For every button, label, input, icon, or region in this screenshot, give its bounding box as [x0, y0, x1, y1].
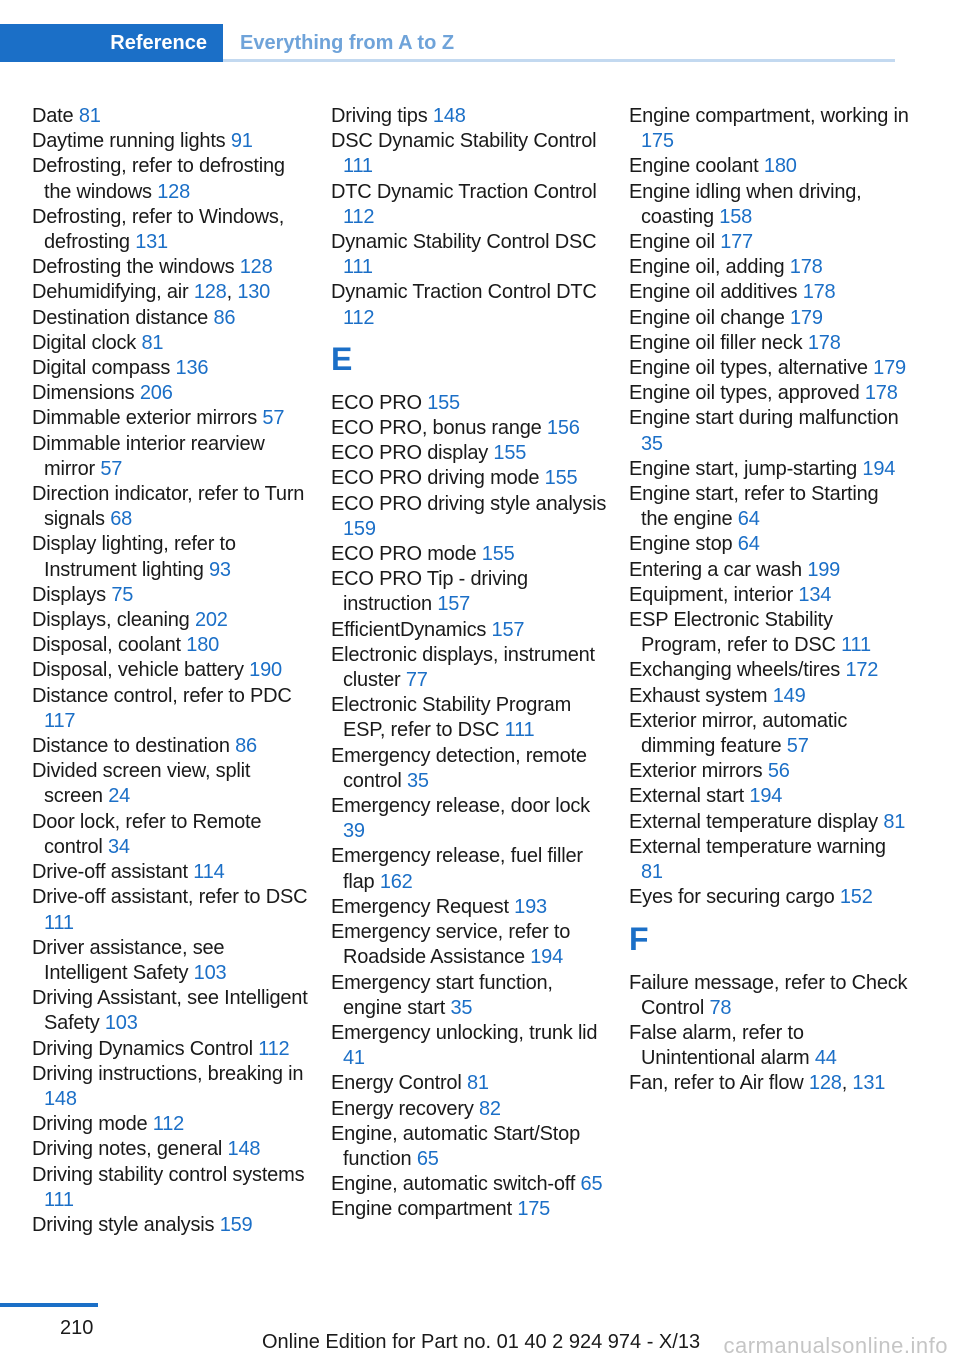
page-reference-link[interactable]: 86: [235, 735, 257, 758]
index-column-3: [629, 104, 909, 1097]
index-entry-term: Engine start, jump-starting: [629, 457, 858, 480]
index-entry-term: Direction indicator, refer to Turn signals: [32, 483, 305, 531]
index-entry: [32, 759, 312, 809]
index-entry-term: Engine oil: [629, 231, 715, 254]
page-reference-link[interactable]: 152: [839, 886, 873, 909]
index-entry: [331, 618, 611, 643]
page-reference-link[interactable]: 128: [239, 256, 273, 279]
index-entry-term: Fan, refer to Air flow: [629, 1072, 804, 1095]
page-reference-link[interactable]: 39: [343, 820, 365, 843]
page-reference-link[interactable]: 180: [186, 634, 220, 657]
page-reference-link[interactable]: 111: [44, 911, 74, 934]
index-entry-term: Exterior mirrors: [629, 760, 763, 783]
index-entry-term: ECO PRO mode: [331, 543, 477, 566]
page-reference-link[interactable]: 148: [432, 105, 466, 127]
index-entry-term: Dynamic Stability Control DSC: [331, 231, 597, 254]
index-entry: [32, 1137, 312, 1162]
index-entry-term: Emergency Request: [331, 895, 509, 918]
index-entry-term: EfficientDynamics: [331, 618, 487, 641]
index-entry-term: Displays: [32, 583, 106, 606]
index-entry: [331, 1172, 611, 1197]
index-entry: [32, 104, 312, 129]
index-entry-term: Divided screen view, split screen: [32, 760, 251, 808]
page-reference-link[interactable]: 68: [110, 508, 133, 531]
page-reference-link[interactable]: 134: [798, 583, 832, 606]
page-reference-link[interactable]: 190: [249, 659, 282, 682]
index-entry: [32, 1213, 312, 1238]
index-entry-term: Eyes for securing cargo: [629, 886, 835, 909]
index-entry: [32, 406, 312, 431]
index-entry: [629, 971, 909, 1021]
index-entry-term: ECO PRO driving style analysis: [331, 492, 607, 515]
index-entry-term: Driving mode: [32, 1113, 148, 1136]
index-entry: [629, 583, 909, 608]
index-entry-term: ESP Electronic Stability Program, refer to DSC: [629, 609, 836, 657]
header-rule: [223, 59, 895, 62]
index-entry-term: Exhaust system: [629, 684, 768, 707]
index-entry: [331, 466, 611, 491]
page-reference-link[interactable]: 35: [407, 769, 429, 792]
index-entry-term: False alarm, refer to Unintentional alarm: [629, 1021, 810, 1070]
index-entry: [629, 280, 909, 305]
index-entry-term: Equipment, interior: [629, 583, 794, 606]
index-entry: [629, 835, 909, 885]
page-reference-link[interactable]: 81: [641, 861, 663, 884]
index-entry-term: Failure message, refer to Check Control: [629, 971, 908, 1019]
index-entry: [331, 895, 611, 920]
page-reference-link[interactable]: 194: [862, 457, 896, 480]
index-entry: [629, 331, 909, 356]
index-entry-term: Emergency release, fuel filler flap: [331, 845, 583, 893]
edition-note: Online Edition for Part no. 01 40 2 924 974 - X/13: [262, 1331, 701, 1353]
index-entry: [32, 810, 312, 860]
page-reference-link[interactable]: 155: [427, 391, 460, 414]
index-entry: [32, 658, 312, 683]
index-entry: [331, 492, 611, 542]
index-entry: [629, 381, 909, 406]
page-reference-link[interactable]: 112: [343, 306, 375, 329]
index-entry: [32, 205, 312, 255]
page-reference-link[interactable]: 172: [845, 659, 879, 682]
index-entry: [331, 567, 611, 617]
page-header: [0, 24, 895, 62]
section-tab-reference[interactable]: [0, 24, 223, 62]
page-reference-link[interactable]: 86: [213, 306, 236, 329]
index-entry-term: Engine compartment: [331, 1198, 512, 1221]
index-entry-term: Display lighting, refer to Instrument lighting: [32, 533, 236, 581]
index-entry: [629, 1021, 909, 1071]
page-reference-link[interactable]: 111: [44, 1188, 74, 1211]
index-entry: [629, 759, 909, 784]
index-column-1: [32, 104, 312, 1238]
page-reference-link[interactable]: 65: [416, 1147, 439, 1170]
page-reference-link[interactable]: 159: [343, 517, 376, 540]
page-reference-link[interactable]: 91: [230, 130, 253, 153]
index-entry: [629, 457, 909, 482]
index-entry: [629, 784, 909, 809]
page-reference-link[interactable]: 112: [152, 1113, 185, 1136]
index-entry-term: External temperature display: [629, 810, 878, 833]
index-entry: [32, 1062, 312, 1112]
index-entry: [629, 885, 909, 910]
index-entry: [32, 734, 312, 759]
index-entry: [331, 643, 611, 693]
page-reference-link[interactable]: 178: [807, 331, 841, 354]
page-reference-link[interactable]: 128: [193, 281, 227, 304]
index-entry: [331, 693, 611, 743]
page-reference-link[interactable]: 179: [789, 306, 823, 329]
index-entry-term: Defrosting, refer to defrosting the windows: [32, 155, 285, 203]
index-entry: [331, 416, 611, 441]
page-reference-link[interactable]: 148: [44, 1087, 77, 1110]
page-reference-link[interactable]: 148: [227, 1138, 261, 1161]
page-reference-link[interactable]: 81: [883, 810, 906, 833]
page-reference-link[interactable]: 156: [546, 417, 580, 440]
index-entry: [32, 608, 312, 633]
index-column-2: [331, 104, 611, 1223]
page-reference-link[interactable]: 24: [108, 785, 131, 808]
index-entry: [629, 255, 909, 280]
page-reference-link[interactable]: 44: [814, 1047, 837, 1070]
index-entry-term: Driving instructions, breaking in: [32, 1062, 304, 1085]
page-reference-link[interactable]: 57: [100, 457, 123, 480]
index-entry-term: Emergency unlocking, trunk lid: [331, 1021, 598, 1044]
page-reference-link[interactable]: 81: [466, 1072, 489, 1095]
page-reference-link[interactable]: 136: [175, 357, 209, 380]
index-entry-term: Engine start, refer to Starting the engine: [629, 483, 879, 531]
page-reference-link[interactable]: 180: [763, 155, 797, 178]
index-entry: [331, 129, 611, 179]
index-entry: [629, 306, 909, 331]
index-entry-term: Engine oil types, alternative: [629, 357, 868, 380]
page-reference-link[interactable]: 35: [641, 432, 663, 455]
page-reference-link[interactable]: 111: [343, 256, 373, 279]
index-entry: [32, 154, 312, 204]
page-reference-link[interactable]: 194: [749, 785, 783, 808]
page-reference-link[interactable]: 155: [481, 543, 515, 566]
index-entry-term: Driving style analysis: [32, 1213, 215, 1236]
index-entry-term: Drive-off assistant, refer to DSC: [32, 886, 308, 909]
page-reference-link[interactable]: 128: [808, 1072, 842, 1095]
index-entry: [32, 986, 312, 1036]
index-entry-term: Engine stop: [629, 533, 733, 556]
index-entry-term: Displays, cleaning: [32, 609, 190, 632]
page-reference-link[interactable]: 155: [493, 442, 527, 465]
index-entry-term: Emergency service, refer to Roadside Assistance: [331, 921, 571, 969]
index-entry-term: Entering a car wash: [629, 558, 802, 581]
index-entry: [331, 180, 611, 230]
index-entry-term: Distance control, refer to PDC: [32, 684, 292, 707]
index-entry-term: Distance to destination: [32, 735, 230, 758]
page-reference-link[interactable]: 128: [157, 180, 190, 203]
index-entry-term: Engine, automatic Start/Stop function: [331, 1122, 580, 1170]
index-entry: [331, 280, 611, 330]
page-reference-link[interactable]: 131: [852, 1072, 886, 1095]
index-entry-term: Daytime running lights: [32, 130, 226, 153]
index-entry: [629, 406, 909, 456]
page-reference-link[interactable]: 81: [78, 105, 101, 127]
index-entry-term: Digital compass: [32, 357, 171, 380]
page-reference-link[interactable]: 178: [789, 256, 823, 279]
index-entry: [331, 971, 611, 1021]
page-reference-link[interactable]: 178: [864, 382, 898, 405]
index-entry: [629, 558, 909, 583]
page-reference-link[interactable]: 175: [641, 130, 674, 153]
page-reference-link[interactable]: 177: [720, 231, 753, 254]
page-reference-link[interactable]: 162: [379, 870, 413, 893]
index-entry: [629, 608, 909, 658]
index-entry-term: Driving notes, general: [32, 1138, 223, 1161]
chapter-tab-everything-a-to-z[interactable]: Everything from A to Z: [240, 32, 455, 54]
page-reference-link[interactable]: 56: [767, 760, 790, 783]
index-entry: [32, 684, 312, 734]
index-entry-term: Exterior mirror, automatic dimming feature: [629, 709, 848, 758]
index-entry: [331, 1097, 611, 1122]
index-entry-term: Engine oil, adding: [629, 256, 785, 279]
index-entry: [629, 482, 909, 532]
page-reference-link[interactable]: 111: [343, 155, 373, 178]
index-entry: [331, 1021, 611, 1071]
page-reference-link[interactable]: 130: [237, 281, 271, 304]
section-tab-label: Reference: [110, 31, 207, 54]
index-entry-term: Driving Assistant, see Intelligent Safety: [32, 987, 308, 1035]
index-entry: [331, 920, 611, 970]
index-entry-term: Exchanging wheels/tires: [629, 659, 841, 682]
index-entry: [629, 154, 909, 179]
footer-accent-bar: [0, 1303, 98, 1307]
index-entry-term: Dynamic Traction Control DTC: [331, 281, 597, 304]
index-entry-term: Engine start during malfunction: [629, 407, 899, 430]
page-reference-link[interactable]: 112: [343, 205, 375, 228]
page-reference-link[interactable]: 112: [258, 1037, 290, 1060]
page-reference-link[interactable]: 193: [514, 895, 547, 918]
index-entry-term: Electronic Stability Program ESP, refer to DSC: [331, 694, 572, 742]
page-reference-link[interactable]: 41: [343, 1047, 365, 1070]
index-entry: [331, 744, 611, 794]
page-reference-link[interactable]: 34: [108, 835, 130, 858]
index-entry-term: Engine compartment, working in: [629, 105, 909, 127]
page-reference-link[interactable]: 158: [719, 205, 753, 228]
index-entry: [331, 1071, 611, 1096]
index-entry-term: Engine, automatic switch-off: [331, 1173, 576, 1196]
page-reference-link[interactable]: 64: [737, 508, 760, 531]
index-entry: Dehumidifying, air 128, 130: [32, 281, 271, 304]
page-reference-link[interactable]: 93: [208, 558, 231, 581]
index-entry: [629, 709, 909, 759]
index-entry: [32, 306, 312, 331]
page-reference-link[interactable]: 78: [709, 996, 732, 1019]
index-entry-term: Driving tips: [331, 105, 428, 127]
page-reference-link[interactable]: 179: [873, 357, 906, 380]
index-entry-term: Date: [32, 105, 74, 127]
index-entry: [629, 230, 909, 255]
page-reference-link[interactable]: 111: [841, 634, 871, 657]
index-entry: [32, 356, 312, 381]
index-entry: Fan, refer to Air flow 128, 131: [629, 1072, 886, 1095]
index-entry-term: Disposal, vehicle battery: [32, 659, 244, 682]
page-reference-link[interactable]: 159: [219, 1213, 253, 1236]
page-reference-link[interactable]: 82: [478, 1097, 501, 1120]
page-reference-link[interactable]: 131: [135, 231, 168, 254]
index-entry: [32, 532, 312, 582]
page-reference-link[interactable]: 35: [450, 996, 473, 1019]
page-reference-link[interactable]: 194: [530, 946, 564, 969]
index-entry-term: Defrosting, refer to Windows, defrosting: [32, 205, 285, 254]
index-entry: [331, 1197, 611, 1222]
watermark: carmanualsonline.info: [723, 1333, 948, 1358]
index-entry-term: Engine oil types, approved: [629, 382, 860, 405]
page-reference-link[interactable]: 206: [139, 382, 173, 405]
index-entry: [32, 1037, 312, 1062]
page-reference-link[interactable]: 178: [802, 281, 836, 304]
index-entry-term: ECO PRO driving mode: [331, 467, 540, 490]
page-reference-link[interactable]: 155: [544, 467, 578, 490]
page-reference-link[interactable]: 117: [44, 709, 76, 732]
page-reference-link[interactable]: 103: [104, 1012, 138, 1035]
index-entry-term: Engine coolant: [629, 155, 759, 178]
index-entry-term: Electronic displays, instrument cluster: [331, 643, 595, 692]
page-reference-link[interactable]: 202: [194, 609, 228, 632]
index-entry: [32, 1112, 312, 1137]
index-entry: [32, 1163, 312, 1213]
index-entry: [331, 104, 611, 129]
index-entry-term: Engine oil additives: [629, 281, 798, 304]
page-reference-link[interactable]: 149: [772, 684, 806, 707]
index-entry-term: DTC Dynamic Traction Control: [331, 180, 597, 203]
page-reference-link[interactable]: 75: [111, 583, 134, 606]
index-entry-term: Energy recovery: [331, 1097, 474, 1120]
index-entry-term: Dehumidifying, air: [32, 281, 189, 304]
index-entry: [331, 1122, 611, 1172]
index-entry: [629, 356, 909, 381]
index-entry: [32, 633, 312, 658]
index-entry-term: Driver assistance, see Intelligent Safety: [32, 936, 225, 984]
index-entry: [32, 255, 312, 280]
index-entry: [331, 794, 611, 844]
index-entry: [32, 129, 312, 154]
page-reference-link[interactable]: 81: [141, 331, 164, 354]
index-entry: [629, 684, 909, 709]
page-reference-link[interactable]: 111: [504, 719, 535, 742]
page-reference-link[interactable]: 64: [737, 533, 760, 556]
page-number: 210: [60, 1317, 94, 1339]
page-reference-link[interactable]: 175: [517, 1198, 551, 1221]
index-entry: [331, 542, 611, 567]
index-entry: [629, 104, 909, 154]
page-reference-link[interactable]: 57: [786, 735, 809, 758]
index-entry-term: Dimensions: [32, 382, 135, 405]
index-entry-term: DSC Dynamic Stability Control: [331, 130, 597, 153]
index-entry-term: Emergency start function, engine start: [331, 971, 553, 1019]
index-entry: [32, 482, 312, 532]
index-entry: [32, 583, 312, 608]
index-entry-term: Engine oil change: [629, 306, 785, 329]
page-reference-link[interactable]: 77: [405, 669, 428, 692]
index-entry-term: Door lock, refer to Remote control: [32, 810, 262, 858]
index-entry: [32, 860, 312, 885]
page-reference-link[interactable]: 103: [193, 961, 227, 984]
index-entry: [32, 381, 312, 406]
page-reference-link[interactable]: 57: [262, 407, 285, 430]
page-reference-link[interactable]: 199: [807, 558, 841, 581]
index-entry-term: Engine idling when driving, coasting: [629, 180, 862, 228]
index-entry-term: Engine oil filler neck: [629, 331, 803, 354]
index-entry-term: Emergency detection, remote control: [331, 744, 587, 792]
index-entry: [629, 810, 909, 835]
index-entry-term: Dimmable interior rearview mirror: [32, 432, 265, 480]
index-letter-heading: F: [629, 920, 649, 957]
index-entry-term: Destination distance: [32, 306, 209, 329]
index-entry: [32, 331, 312, 356]
index-entry-term: Driving stability control systems: [32, 1163, 305, 1186]
index-entry: [331, 441, 611, 466]
index-entry: [629, 658, 909, 683]
index-entry-term: Driving Dynamics Control: [32, 1037, 253, 1060]
index-entry-term: Dimmable exterior mirrors: [32, 407, 258, 430]
index-entry-term: External temperature warning: [629, 835, 886, 858]
index-entry-term: ECO PRO: [331, 391, 422, 414]
index-letter-heading: E: [331, 340, 353, 377]
index-entry-term: Drive-off assistant: [32, 861, 188, 884]
index-entry-term: ECO PRO, bonus range: [331, 417, 542, 440]
index-entry: [32, 885, 312, 935]
index-entry-term: External start: [629, 785, 745, 808]
index-entry: [331, 391, 611, 416]
index-entry: [629, 532, 909, 557]
page-reference-link[interactable]: 114: [193, 861, 225, 884]
index-entry-term: Digital clock: [32, 331, 137, 354]
index-entry-term: ECO PRO display: [331, 442, 489, 465]
page-reference-link[interactable]: 157: [491, 618, 525, 641]
index-entry-term: ECO PRO Tip - driving instruction: [331, 568, 528, 616]
index-entry: [331, 844, 611, 894]
index-entry-term: Energy Control: [331, 1072, 462, 1095]
index-entry: [32, 432, 312, 482]
page-reference-link[interactable]: 65: [580, 1173, 603, 1196]
page-reference-link[interactable]: 157: [437, 593, 471, 616]
index-entry-term: Disposal, coolant: [32, 634, 181, 657]
index-entry: [32, 936, 312, 986]
index-entry-term: Emergency release, door lock: [331, 795, 590, 818]
index-entry-term: Defrosting the windows: [32, 256, 235, 279]
index-entry: [331, 230, 611, 280]
index-entry: [629, 180, 909, 230]
